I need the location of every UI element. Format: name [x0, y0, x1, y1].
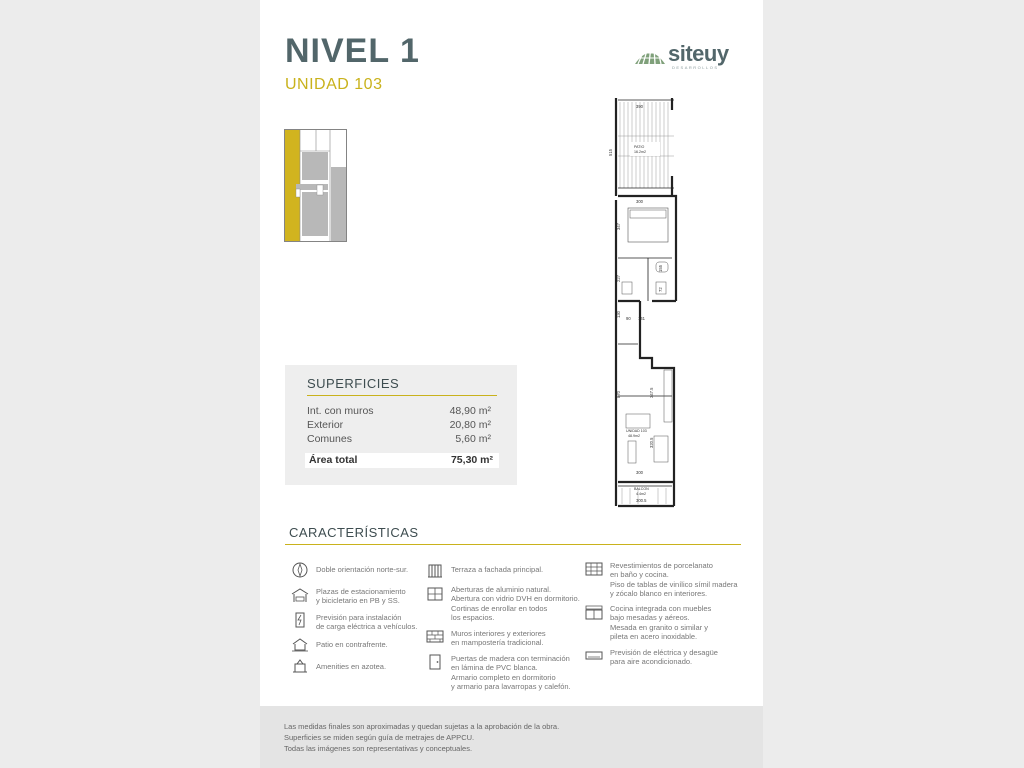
page-title: NIVEL 1	[285, 32, 420, 70]
room-area-unit: 48.9m2	[628, 434, 640, 438]
unit-subtitle: UNIDAD 103	[285, 76, 383, 93]
air-conditioner-icon	[585, 648, 603, 664]
feature-text: Previsión de eléctrica y desagüe para aire acondicionado.	[610, 648, 718, 667]
feature-text: Revestimientos de porcelanato en baño y cocina. Piso de tablas de vinílico símil madera y zócalo blanco en interiores.	[610, 561, 738, 599]
dim-label: 870	[616, 391, 621, 398]
feature-text: Doble orientación norte-sur.	[316, 565, 409, 574]
dim-label: 155	[658, 265, 663, 272]
dim-label: 130	[616, 311, 621, 318]
kitchen-icon	[585, 604, 603, 620]
dim-label: 347	[616, 223, 621, 230]
disclaimer-footer	[260, 706, 763, 768]
superficie-label: Comunes	[307, 433, 352, 445]
divider	[285, 544, 741, 545]
dim-label: 515	[608, 149, 613, 156]
room-area-balcony: 4.4m2	[636, 492, 646, 496]
brick-wall-icon	[426, 628, 444, 644]
superficie-label: Int. con muros	[307, 405, 374, 417]
compass-icon	[291, 562, 309, 578]
feature-text: Muros interiores y exteriores en mampostería tradicional.	[451, 629, 546, 648]
area-total-label: Área total	[309, 454, 358, 466]
dim-label: 300	[636, 470, 643, 475]
caracteristicas-title: CARACTERÍSTICAS	[289, 525, 419, 540]
feature-text: Puertas de madera con terminación en lámina de PVC blanca. Armario completo en dormitorio y armario para lavarropas y calefón.	[451, 654, 571, 692]
terrace-icon	[426, 562, 444, 578]
divider	[307, 395, 497, 396]
brand-name: siteuy	[668, 41, 729, 66]
feature-text: Patio en contrafrente.	[316, 640, 388, 649]
dim-label: 390	[636, 104, 643, 109]
superficie-value: 5,60 m²	[455, 433, 491, 445]
feature-text: Amenities en azotea.	[316, 662, 387, 671]
dim-label: 300	[636, 199, 643, 204]
rooftop-icon	[291, 658, 309, 674]
room-label-unit: UNIDAD 103	[626, 429, 647, 433]
area-total-value: 75,30 m²	[450, 454, 493, 466]
dim-label: 227	[616, 275, 621, 282]
dim-label: 141	[638, 316, 645, 321]
feature-text: Terraza a fachada principal.	[451, 565, 544, 574]
superficie-value: 48,90 m²	[449, 405, 491, 417]
superficie-row	[307, 419, 491, 431]
superficie-row	[307, 433, 491, 445]
room-area-patio: 16.2m2	[634, 150, 646, 154]
door-icon	[426, 654, 444, 670]
key-plan	[284, 129, 348, 243]
backyard-icon	[291, 636, 309, 652]
brochure-page	[260, 0, 763, 768]
tiles-icon	[585, 561, 603, 577]
garage-car-icon	[291, 587, 309, 603]
window-icon	[426, 586, 444, 602]
disclaimer-line: Las medidas finales son aproximadas y quedan sujetas a la aprobación de la obra.	[284, 722, 560, 731]
room-label-patio: PATIO	[634, 145, 645, 149]
dim-label: 300.5	[636, 498, 647, 503]
superficie-label: Exterior	[307, 419, 344, 431]
brand-tagline: DESARROLLOS	[672, 65, 719, 70]
superficies-panel	[285, 365, 517, 485]
ev-charger-icon	[291, 612, 309, 628]
superficies-title: SUPERFICIES	[307, 376, 400, 391]
superficie-row	[307, 405, 491, 417]
superficie-value: 20,80 m²	[449, 419, 491, 431]
disclaimer-line: Superficies se miden según guía de metrajes de APPCU.	[284, 733, 475, 742]
dim-label: 320.5	[649, 437, 654, 448]
feature-text: Aberturas de aluminio natural. Abertura con vidrio DVH en dormitorio. Cortinas de enrollar en todos los espacios.	[451, 585, 580, 623]
logo-mark-icon	[634, 44, 666, 66]
feature-text: Plazas de estacionamiento y bicicletario en PB y SS.	[316, 587, 406, 606]
brand-logo	[634, 41, 744, 74]
dim-label: 72	[658, 287, 663, 292]
feature-text: Previsión para instalación de carga eléctrica a vehículos.	[316, 613, 418, 632]
feature-text: Cocina integrada con muebles bajo mesadas y aéreos. Mesada en granito o similar y pileta en acero inoxidable.	[610, 604, 712, 642]
dim-label: 90	[626, 316, 631, 321]
room-label-balcony: BALCON	[634, 487, 649, 491]
dim-label: 347.5	[649, 387, 654, 398]
disclaimer-line: Todas las imágenes son representativas y conceptuales.	[284, 744, 473, 753]
area-total-row	[305, 453, 499, 468]
floor-plan	[608, 96, 680, 510]
